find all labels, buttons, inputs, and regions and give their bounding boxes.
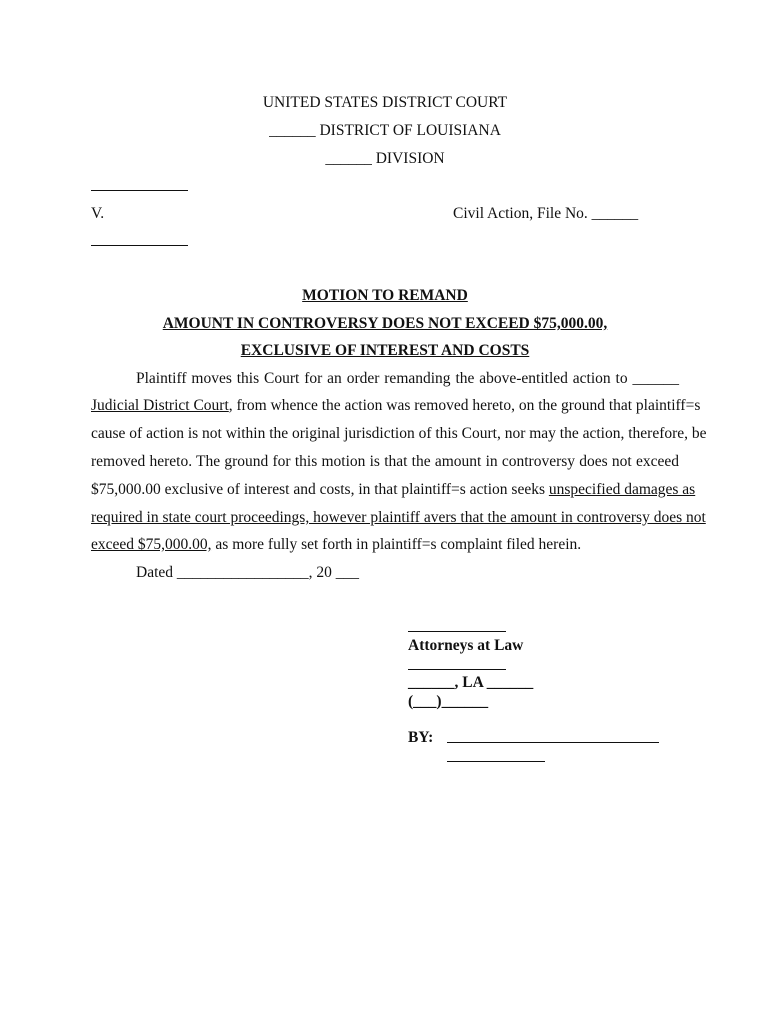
body-line-4: removed hereto. The ground for this motion is that the amount in controversy does not exceed [91,453,679,470]
city-state-line: ______, LA ______ [408,674,534,691]
civil-action-label: Civil Action, File No. ______ [453,205,639,222]
court-reference: Judicial District Court [91,397,229,414]
attorneys-label: Attorneys at Law [408,637,524,654]
body-line-2-text: , from whence the action was removed hereto, on the ground that plaintiff=s [228,397,701,414]
body-line-7 [91,536,679,554]
body-line-3: cause of action is not within the original jurisdiction of this Court, nor may the action, therefore, be [91,425,707,442]
unspecified-damages-text: unspecified damages as [548,481,696,498]
defendant-blank-line [91,245,188,246]
signature-blank-line-2 [408,669,506,670]
phone-line: (___)______ [408,693,489,710]
signature-blank-line-1 [408,631,506,632]
by-signature-line [447,742,659,743]
body-line-1: Plaintiff moves this Court for an order remanding the above-entitled action to ______ [136,370,679,387]
court-name: UNITED STATES DISTRICT COURT [262,94,508,111]
body-line-7-text: as more fully set forth in plaintiff=s complaint filed herein. [211,536,582,553]
by-signature-line-2 [447,761,545,762]
body-line-5 [91,481,696,499]
body-line-5-text: $75,000.00 exclusive of interest and costs, in that plaintiff=s action seeks [91,481,549,498]
body-line-2 [91,397,701,415]
versus-label: V. [91,205,105,222]
motion-subtitle-2: EXCLUSIVE OF INTEREST AND COSTS [240,342,530,359]
motion-subtitle: AMOUNT IN CONTROVERSY DOES NOT EXCEED $75,000.00, [162,315,608,332]
dated-line: Dated _________________, 20 ___ [136,564,360,581]
amount-reference: exceed $75,000.00, [91,536,212,553]
division-line: ______ DIVISION [325,150,445,167]
district-line: ______ DISTRICT OF LOUISIANA [269,122,501,139]
motion-title: MOTION TO REMAND [302,287,468,304]
by-label: BY: [408,729,434,746]
plaintiff-blank-line [91,190,188,191]
body-line-6: required in state court proceedings, however plaintiff avers that the amount in controversy does not [91,509,706,526]
